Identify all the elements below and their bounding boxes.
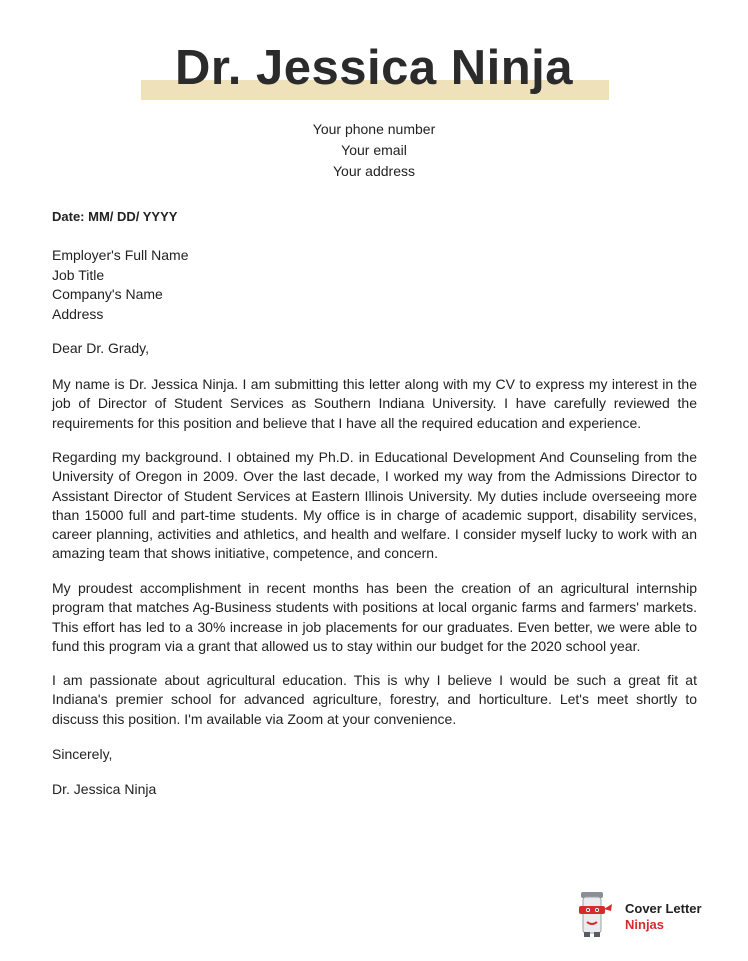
signature: Dr. Jessica Ninja (52, 781, 157, 797)
employer-block (52, 246, 189, 324)
letter-date: Date: MM/ DD/ YYYY (52, 209, 178, 224)
ninja-mascot-icon (574, 889, 622, 939)
employer-address: Address (52, 305, 104, 322)
contact-block (0, 119, 748, 182)
applicant-name: Dr. Jessica Ninja (174, 41, 573, 95)
salutation: Dear Dr. Grady, (52, 340, 149, 356)
body-paragraph-closing: I am passionate about agricultural education. This is why I believe I would be such a great fit at Indiana's premier school for advanced agriculture, forestry, and horticulture. Let's meet shortly to discuss this position. I'm available via Zoom at your convenience. (52, 672, 697, 727)
contact-address: Your address (333, 163, 415, 179)
signoff: Sincerely, (52, 746, 113, 762)
employer-full-name: Employer's Full Name (52, 247, 189, 263)
body-paragraph-background: Regarding my background. I obtained my Ph.D. in Educational Development And Counseling from the University of Oregon in 2009. Over the last decade, I worked my way from the Admissions Director to Assistant Director of Student Services at Eastern Illinois University. My duties include overseeing more than 15000 full and part-time students. My office is in charge of academic support, disability services, career planning, activities and athletics, and health and welfare. I consider myself lucky to work with an amazing team that shows initiative, competence, and concern. (52, 449, 697, 562)
brand-logo-line1: Cover Letter (625, 901, 702, 916)
header (0, 40, 748, 102)
brand-logo (574, 889, 724, 939)
brand-logo-line2: Ninjas (625, 917, 665, 932)
body-paragraph-intro: My name is Dr. Jessica Ninja. I am submitting this letter along with my CV to express my interest in the job of Director of Student Services as Southern Indiana University. I have carefully reviewed the requirements for this position and believe that I have all the required education and experience. (52, 376, 697, 431)
body-paragraph-accomplishment: My proudest accomplishment in recent months has been the creation of an agricultural internship program that matches Ag-Business students with positions at local organic farms and farmers' markets. This effort has led to a 30% increase in job placements for our graduates. Even better, we were able to fund this program via a grant that allowed us to stay within our budget for the 2020 school year. (52, 580, 697, 654)
contact-email: Your email (341, 142, 407, 158)
employer-job-title: Job Title (52, 266, 105, 283)
brand-logo-text (625, 901, 702, 933)
contact-phone: Your phone number (312, 121, 436, 137)
employer-company: Company's Name (52, 286, 163, 302)
